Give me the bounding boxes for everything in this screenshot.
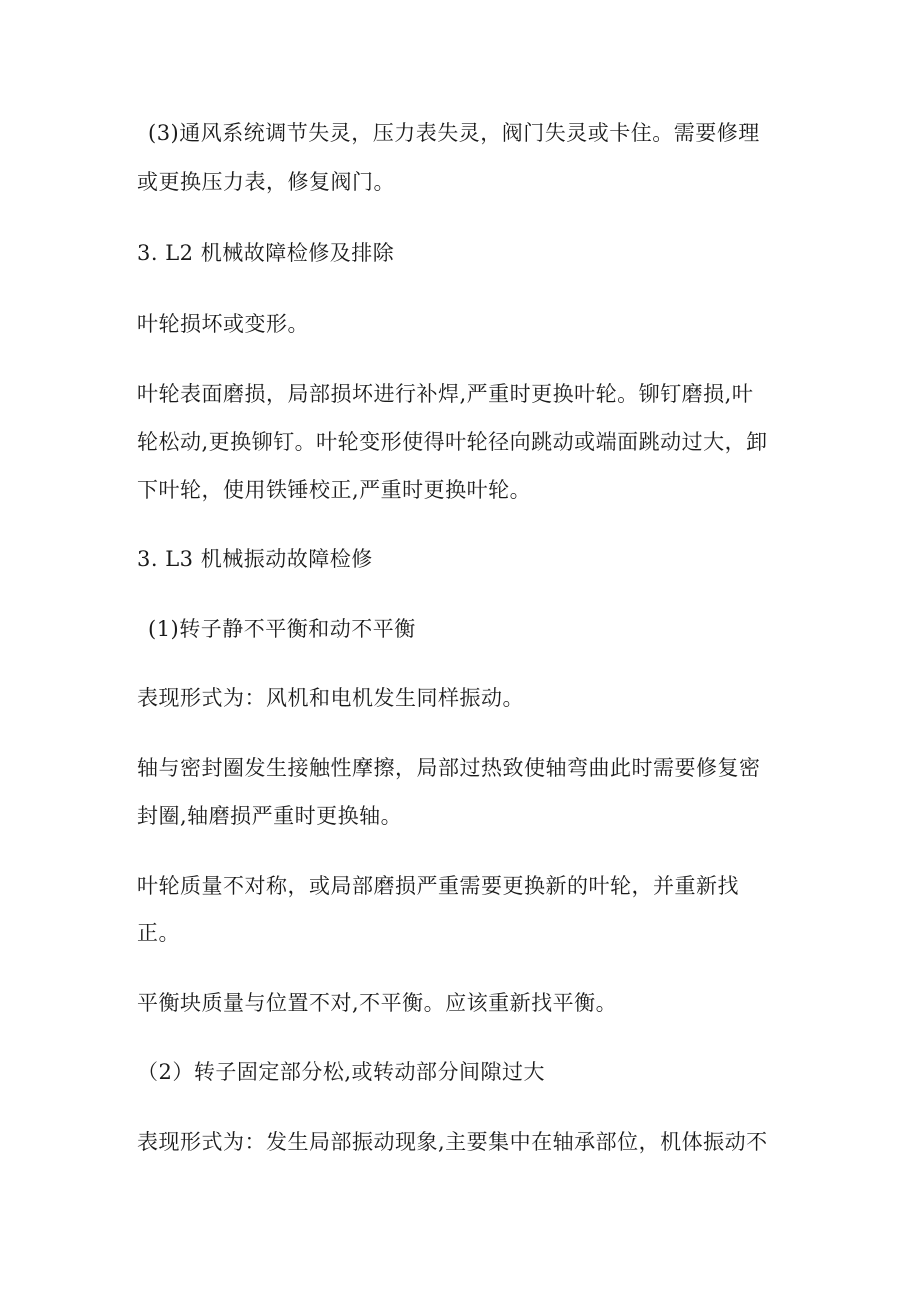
paragraph-1-line-1: (3)通风系统调节失灵，压力表失灵，阀门失灵或卡住。需要修理 (148, 121, 760, 145)
paragraph-12-line-1: 表现形式为：发生局部振动现象,主要集中在轴承部位，机体振动不 (137, 1130, 768, 1154)
section-heading-3-l2: 3. L2 机械故障检修及排除 (137, 241, 395, 265)
paragraph-8-line-1: 轴与密封圈发生接触性摩擦，局部过热致使轴弯曲此时需要修复密 (137, 756, 761, 780)
section-heading-3-l3: 3. L3 机械振动故障检修 (137, 547, 373, 571)
paragraph-4-line-3: 下叶轮，使用铁锤校正,严重时更换叶轮。 (137, 478, 532, 502)
paragraph-10-line-1: 平衡块质量与位置不对,不平衡。应该重新找平衡。 (137, 991, 618, 1015)
paragraph-8-line-2: 封圈,轴磨损严重时更换轴。 (137, 804, 403, 828)
paragraph-7-line-1: 表现形式为：风机和电机发生同样振动。 (137, 686, 524, 710)
paragraph-1-line-2: 或更换压力表，修复阀门。 (137, 170, 395, 194)
subsection-heading-1: (1)转子静不平衡和动不平衡 (148, 617, 416, 641)
paragraph-9-line-2: 正。 (137, 921, 180, 945)
paragraph-3-line-1: 叶轮损坏或变形。 (137, 312, 309, 336)
paragraph-4-line-2: 轮松动,更换铆钉。叶轮变形使得叶轮径向跳动或端面跳动过大，卸 (137, 430, 768, 454)
paragraph-9-line-1: 叶轮质量不对称，或局部磨损严重需要更换新的叶轮，并重新找 (137, 874, 739, 898)
paragraph-4-line-1: 叶轮表面磨损，局部损坏进行补焊,严重时更换叶轮。铆钉磨损,叶 (137, 382, 754, 406)
subsection-heading-2: （2）转子固定部分松,或转动部分间隙过大 (137, 1060, 546, 1084)
